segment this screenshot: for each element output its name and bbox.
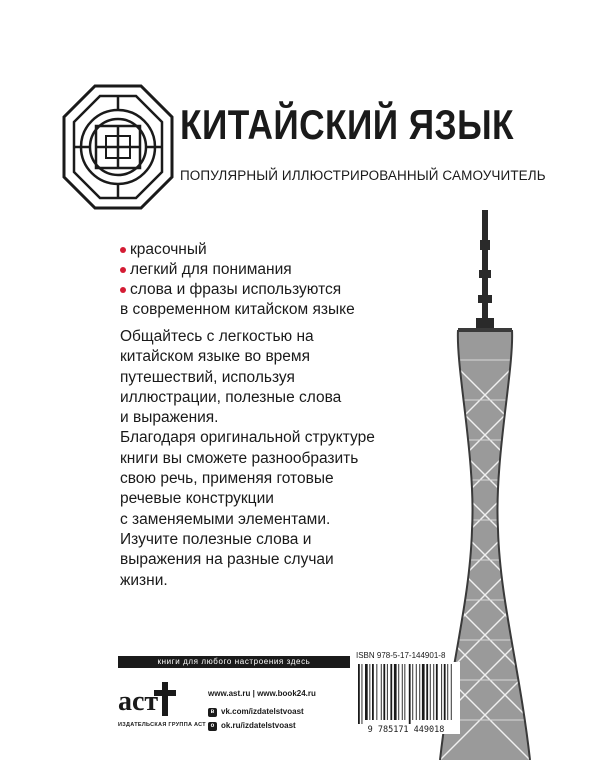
description-line: речевые конструкции — [120, 490, 274, 508]
description-line: жизни. — [120, 571, 168, 589]
feature-text: в современном китайском языке — [120, 301, 355, 318]
bullet-icon — [120, 287, 126, 293]
book-subtitle: ПОПУЛЯРНЫЙ ИЛЛЮСТРИРОВАННЫЙ САМОУЧИТЕЛЬ — [180, 168, 546, 183]
description-line: иллюстрации, полезные слова — [120, 388, 342, 406]
publisher-links — [208, 687, 316, 733]
feature-text: слова и фразы используются — [130, 281, 342, 298]
ok-icon: о — [208, 722, 217, 731]
chinese-lattice-logo — [62, 84, 174, 210]
vk-link[interactable]: vk.com/izdatelstvoast — [221, 707, 304, 716]
description-line: книги вы сможете разнообразить — [120, 449, 359, 467]
vk-icon: в — [208, 708, 217, 717]
ast-logo-text: аст — [118, 686, 159, 717]
isbn-label: ISBN 978-5-17-144901-8 — [356, 651, 446, 660]
feature-item-continuation — [120, 300, 355, 320]
description-line: свою речь, применяя готовые — [120, 470, 334, 488]
description-line: Благодаря оригинальной структуре — [120, 429, 375, 447]
barcode-digits: 9 785171 449018 — [367, 725, 445, 734]
bullet-icon — [120, 267, 126, 273]
barcode — [352, 662, 460, 734]
publisher-name: ИЗДАТЕЛЬСКАЯ ГРУППА АСТ — [118, 722, 206, 728]
feature-item — [120, 280, 355, 300]
feature-item — [120, 260, 355, 280]
description-line: Общайтесь с легкостью на — [120, 328, 314, 345]
slogan-bar: книги для любого настроения здесь — [118, 656, 350, 668]
book-title: КИТАЙСКИЙ ЯЗЫК — [180, 101, 515, 148]
description-line: Изучите полезные слова и — [120, 530, 312, 548]
feature-text: легкий для понимания — [130, 261, 292, 278]
websites-link[interactable]: www.ast.ru | www.book24.ru — [208, 689, 316, 698]
feature-list — [120, 240, 355, 320]
feature-text: красочный — [130, 241, 207, 258]
bullet-icon — [120, 247, 126, 253]
feature-item — [120, 240, 355, 260]
description-line: выражения на разные случаи — [120, 551, 334, 569]
ast-logo — [118, 676, 180, 720]
websites-row — [208, 687, 316, 701]
description-line: с заменяемыми элементами. — [120, 510, 331, 528]
description-line: и выражения. — [120, 409, 219, 427]
ok-link[interactable]: ok.ru/izdatelstvoast — [221, 721, 296, 730]
ok-row — [208, 719, 316, 733]
description-line: путешествий, используя — [120, 368, 295, 386]
description-line: китайском языке во время — [120, 348, 310, 366]
vk-row — [208, 705, 316, 719]
description-text — [120, 327, 420, 591]
